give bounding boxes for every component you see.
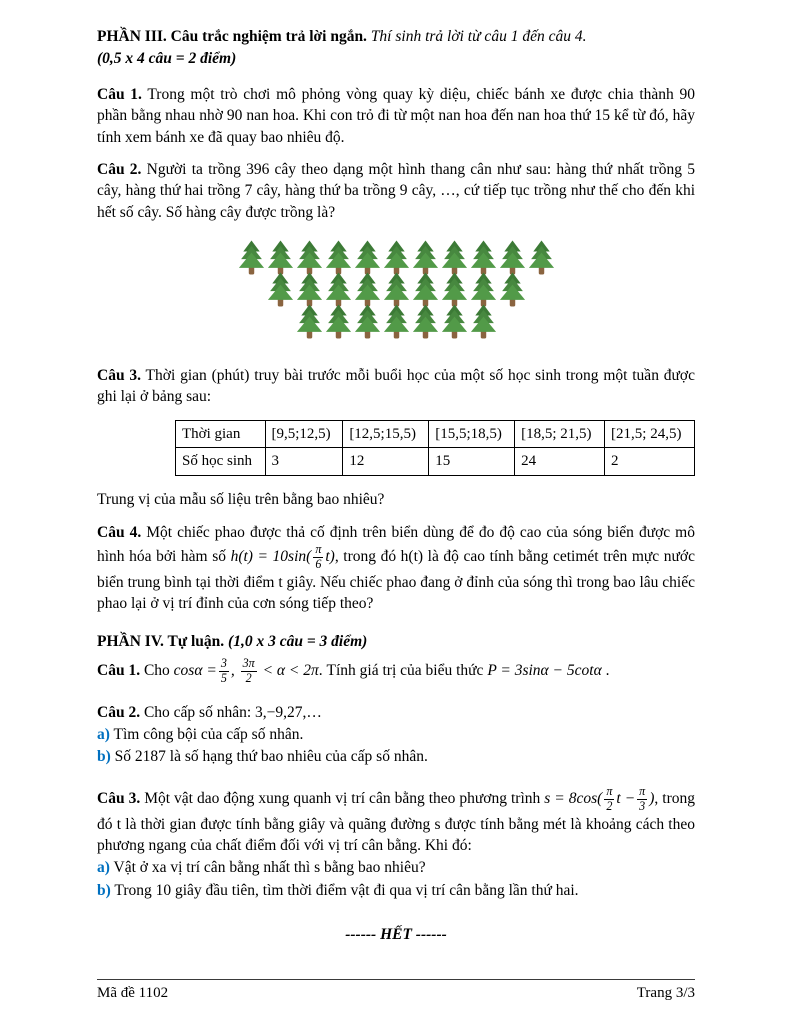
part3-title: PHẦN III. Câu trắc nghiệm trả lời ngắn.: [97, 28, 367, 45]
tree-icon: [353, 272, 382, 307]
tree-icon: [440, 304, 469, 339]
tree-icon: [440, 240, 469, 275]
question-text: Cho: [140, 661, 174, 679]
part4-title: PHẦN IV. Tự luận.: [97, 633, 229, 651]
fraction: $\frac{\pi}{2}$: [606, 783, 613, 813]
tree-icon: [498, 240, 527, 275]
part3-points-note: (0,5 x 4 câu = 2 điểm): [97, 50, 237, 68]
question-label: Câu 1.: [97, 661, 141, 679]
page-footer: [97, 979, 695, 1004]
trees-figure: [97, 240, 695, 339]
sub-text-b: Số 2187 là số hạng thứ bao nhiêu của cấp số nhân.: [110, 748, 428, 766]
tree-icon: [411, 240, 440, 275]
question-text: , trong đó h(t) là độ cao tính bằng cetimét trên mực nước biển trung bình tại thời điểm t giây. Nếu chiếc phao đang ở đỉnh của sóng thì trong bao lâu chiếc phao lại ở vị trí đỉnh của cơn sóng tiếp theo?: [97, 547, 695, 613]
question-text: Thời gian (phút) truy bài trước mỗi buổi học của một số học sinh trong một tuần được ghi lại ở bảng sau:: [97, 367, 695, 406]
sub-label-a: a): [97, 726, 110, 743]
tree-icon: [353, 304, 382, 339]
part3-question-2: [97, 159, 695, 223]
tree-icon: [237, 240, 266, 275]
tree-icon: [295, 240, 324, 275]
tree-icon: [411, 304, 440, 339]
part3-instruction: Thí sinh trả lời từ câu 1 đến câu 4.: [366, 28, 587, 45]
table-row: [176, 420, 695, 448]
part4-question-2: [97, 702, 695, 769]
table-row: [176, 448, 695, 476]
formula-s: s = 8cos( $\frac{\pi}{2}$ t − $\frac{\pi}{3}$ ): [544, 783, 655, 813]
part4-question-1: Câu 1. Cho cosα = $\frac{3}{5}$ , $\frac{3\pi}{2}$ < α < 2π. Tính giá trị của biểu thức P = 3sinα − 5cotα .: [97, 655, 610, 685]
table-cell: 2: [605, 448, 695, 476]
sub-text-a: Vật ở xa vị trí cân bằng nhất thì s bằng bao nhiêu?: [109, 859, 426, 877]
question-label: Câu 3.: [97, 789, 141, 807]
table-cell: [18,5; 21,5): [515, 420, 605, 448]
tree-icon: [266, 240, 295, 275]
tree-icon: [324, 304, 353, 339]
sub-question-b: [97, 746, 695, 767]
table-cell: 15: [429, 448, 515, 476]
question-label: Câu 2.: [97, 160, 142, 178]
sub-question-b: [97, 880, 695, 901]
tree-row: [266, 272, 527, 307]
tree-icon: [469, 240, 498, 275]
sub-label-b: b): [97, 748, 111, 766]
tree-icon: [295, 304, 324, 339]
question-text: Trong một trò chơi mô phỏng vòng quay kỳ diệu, chiếc bánh xe được chia thành 90 phần bằng nhau nhờ 90 nan hoa. Khi con trỏ đi từ một nan hoa đến nan hoa thứ 15 kể từ đó, hãy tính xem bánh xe đã quay bao nhiêu độ.: [97, 85, 695, 146]
sub-label-b: b): [97, 881, 111, 899]
part4-points-note: (1,0 x 3 câu = 3 điểm): [228, 633, 368, 651]
table-cell: [12,5;15,5): [343, 420, 429, 448]
tree-icon: [411, 272, 440, 307]
tree-icon: [295, 272, 324, 307]
tree-icon: [527, 240, 556, 275]
sub-label-a: a): [97, 859, 110, 877]
part3-question-3: [97, 365, 695, 408]
tree-row: [237, 240, 556, 275]
part3-question-1: [97, 84, 695, 148]
table-header-cell: Số học sinh: [176, 448, 266, 476]
question-text: Trung vị của mẫu số liệu trên bằng bao nhiêu?: [97, 491, 385, 509]
tree-icon: [266, 272, 295, 307]
question-label: Câu 4.: [97, 523, 142, 541]
tree-icon: [324, 272, 353, 307]
tree-icon: [382, 272, 411, 307]
question-text: , trong đó t là thời gian được tính bằng giây và quãng đường s được tính bằng mét là khoảng cách theo phương ngang của chất điểm đối với vị trí cân bằng. Khi đó:: [97, 789, 695, 854]
tree-icon: [469, 272, 498, 307]
part3-heading: [97, 26, 695, 71]
tree-row: [295, 304, 498, 339]
tree-icon: [324, 240, 353, 275]
fraction: $\frac{3\pi}{2}$: [242, 655, 255, 685]
fraction: $\frac{\pi}{6}$: [315, 541, 322, 571]
tree-icon: [498, 272, 527, 307]
question-text: Người ta trồng 396 cây theo dạng một hình thang cân như sau: hàng thứ nhất trồng 5 cây, hàng thứ hai trồng 7 cây, hàng thứ ba trồng 9 cây, …, cứ tiếp tục trồng như thế cho đến khi hết số cây. Số hàng cây được trồng là?: [97, 160, 695, 221]
formula-cos-alpha: cosα = $\frac{3}{5}$ , $\frac{3\pi}{2}$ < α < 2π: [173, 655, 319, 685]
table-header-cell: Thời gian: [176, 420, 266, 448]
question-label: Câu 1.: [97, 85, 142, 103]
part3-question-3-prompt: [97, 489, 695, 510]
formula-h-t: h(t) = 10sin( $\frac{\pi}{6}$ t): [230, 541, 335, 571]
table-cell: [21,5; 24,5): [605, 420, 695, 448]
end-of-exam-mark: ------ HẾT ------: [345, 926, 447, 944]
part4-heading: [97, 631, 695, 652]
question-text: Một vật dao động xung quanh vị trí cân bằng theo phương trình: [140, 789, 545, 807]
sub-text-b: Trong 10 giây đầu tiên, tìm thời điểm vật đi qua vị trí cân bằng lần thứ hai.: [110, 881, 579, 899]
table-cell: 24: [515, 448, 605, 476]
table-cell: [9,5;12,5): [265, 420, 343, 448]
page-number: Trang 3/3: [636, 985, 695, 1002]
tree-icon: [382, 304, 411, 339]
question-label: Câu 3.: [97, 367, 142, 384]
part3-question-4: [97, 522, 695, 615]
question-text: Một chiếc phao được thả cố định trên biển dùng để đo độ cao của sóng biển được mô hình hóa bởi hàm số: [97, 523, 695, 565]
tree-icon: [353, 240, 382, 275]
part4-question-3: [97, 785, 695, 902]
table-cell: 3: [265, 448, 343, 476]
question-text: . Tính giá trị của biểu thức: [318, 661, 488, 679]
question-label: Câu 2.: [97, 703, 141, 721]
question-text: Cho cấp số nhân: 3,−9,27,…: [140, 703, 322, 721]
table-cell: 12: [343, 448, 429, 476]
sub-text-a: Tìm công bội của cấp số nhân.: [109, 726, 304, 743]
sub-question-a: [97, 724, 695, 745]
fraction: $\frac{\pi}{3}$: [639, 783, 646, 813]
exam-code: Mã đề 1102: [97, 985, 169, 1002]
formula-P: P = 3sinα − 5cotα: [487, 661, 602, 679]
fraction: $\frac{3}{5}$: [220, 655, 227, 685]
table-cell: [15,5;18,5): [429, 420, 515, 448]
frequency-table: [175, 420, 695, 476]
tree-icon: [440, 272, 469, 307]
sub-question-a: [97, 857, 695, 878]
tree-icon: [382, 240, 411, 275]
tree-icon: [469, 304, 498, 339]
